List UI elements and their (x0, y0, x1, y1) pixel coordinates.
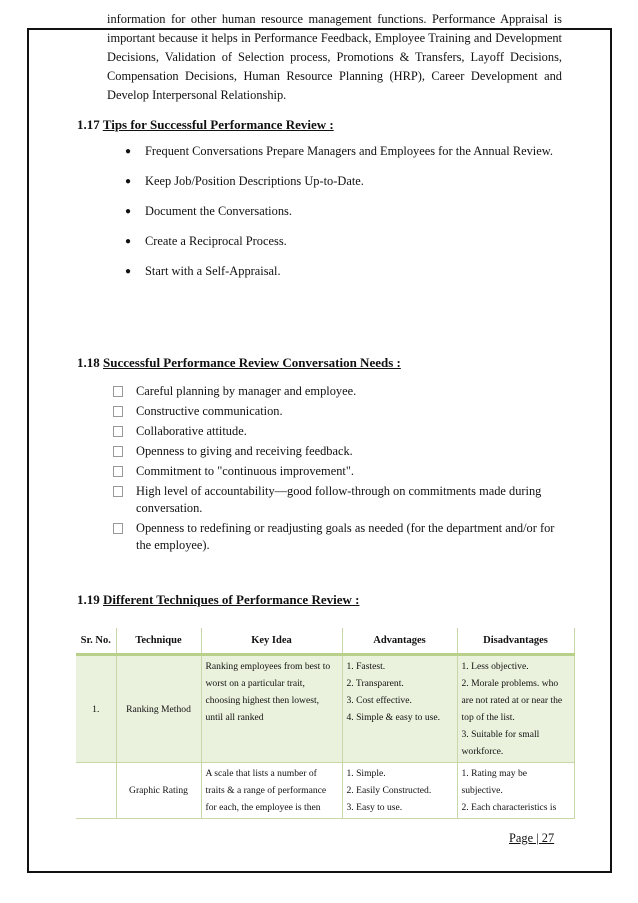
list-item: Collaborative attitude. (111, 423, 566, 440)
list-item: Constructive communication. (111, 403, 566, 420)
list-item: Openness to giving and receiving feedback. (111, 443, 566, 460)
cell-key-idea: A scale that lists a number of traits & a range of performance for each, the employee is then (201, 763, 342, 819)
section-number: 1.17 (77, 117, 100, 132)
bullet-icon: ● (125, 266, 132, 277)
bullet-icon: ● (125, 146, 132, 157)
list-item: High level of accountability—good follow-through on commitments made during conversation. (111, 483, 566, 517)
table-row (76, 763, 574, 819)
checkbox-icon (113, 486, 123, 497)
section-heading-1-17 (77, 117, 334, 133)
checkbox-icon (113, 426, 123, 437)
checkbox-icon (113, 386, 123, 397)
column-header: Advantages (342, 628, 457, 655)
page-border-left (27, 28, 29, 873)
bullet-icon: ● (125, 236, 132, 247)
cell-advantages: 1. Fastest. 2. Transparent. 3. Cost effective. 4. Simple & easy to use. (342, 655, 457, 763)
section-number: 1.18 (77, 355, 100, 370)
techniques-table (76, 628, 575, 819)
tips-list (125, 142, 565, 292)
list-item: ● Keep Job/Position Descriptions Up-to-Date. (125, 172, 565, 191)
page-number: Page | 27 (509, 831, 555, 845)
intro-paragraph: information for other human resource management functions. Performance Appraisal is important because it helps in Performance Feedback, Employee Training and Development Decisions, Validation of Selection process, Promotions & Transfers, Layoff Decisions, Compensation Decisions, Human Resource Planning (HRP), Career Development and Develop Interpersonal Relationship. (107, 12, 562, 102)
list-item: ● Frequent Conversations Prepare Managers and Employees for the Annual Review. (125, 142, 565, 161)
section-title: Tips for Successful Performance Review : (102, 117, 334, 132)
list-item: Careful planning by manager and employee. (111, 383, 566, 400)
cell-technique: Ranking Method (116, 655, 201, 763)
cell-sr (76, 763, 116, 819)
checkbox-icon (113, 523, 123, 534)
checkbox-icon (113, 446, 123, 457)
bullet-icon: ● (125, 176, 132, 187)
section-heading-1-19 (77, 592, 359, 608)
section-number: 1.19 (77, 592, 100, 607)
section-title: Successful Performance Review Conversation Needs : (103, 355, 401, 370)
list-item: ● Document the Conversations. (125, 202, 565, 221)
column-header: Disadvantages (457, 628, 574, 655)
table-row (76, 655, 574, 763)
column-header: Sr. No. (76, 628, 116, 655)
list-item: Openness to redefining or readjusting goals as needed (for the department and/or for the employee). (111, 520, 566, 554)
list-item: ● Start with a Self-Appraisal. (125, 262, 565, 281)
needs-list (111, 383, 566, 557)
cell-sr: 1. (76, 655, 116, 763)
cell-technique: Graphic Rating (116, 763, 201, 819)
cell-disadvantages: 1. Rating may be subjective. 2. Each characteristics is (457, 763, 574, 819)
list-item: ● Create a Reciprocal Process. (125, 232, 565, 251)
list-item: Commitment to "continuous improvement". (111, 463, 566, 480)
bullet-icon: ● (125, 206, 132, 217)
checkbox-icon (113, 406, 123, 417)
section-heading-1-18 (77, 355, 401, 371)
column-header: Key Idea (201, 628, 342, 655)
checkbox-icon (113, 466, 123, 477)
section-title: Different Techniques of Performance Review : (103, 592, 360, 607)
cell-advantages: 1. Simple. 2. Easily Constructed. 3. Easy to use. (342, 763, 457, 819)
page-border-right (610, 28, 612, 873)
page-border-bottom (27, 871, 612, 873)
cell-disadvantages: 1. Less objective. 2. Morale problems. who are not rated at or near the top of the list. 3. Suitable for small workforce. (457, 655, 574, 763)
table-header-row (76, 628, 574, 655)
cell-key-idea: Ranking employees from best to worst on a particular trait, choosing highest then lowest, until all ranked (201, 655, 342, 763)
column-header: Technique (116, 628, 201, 655)
